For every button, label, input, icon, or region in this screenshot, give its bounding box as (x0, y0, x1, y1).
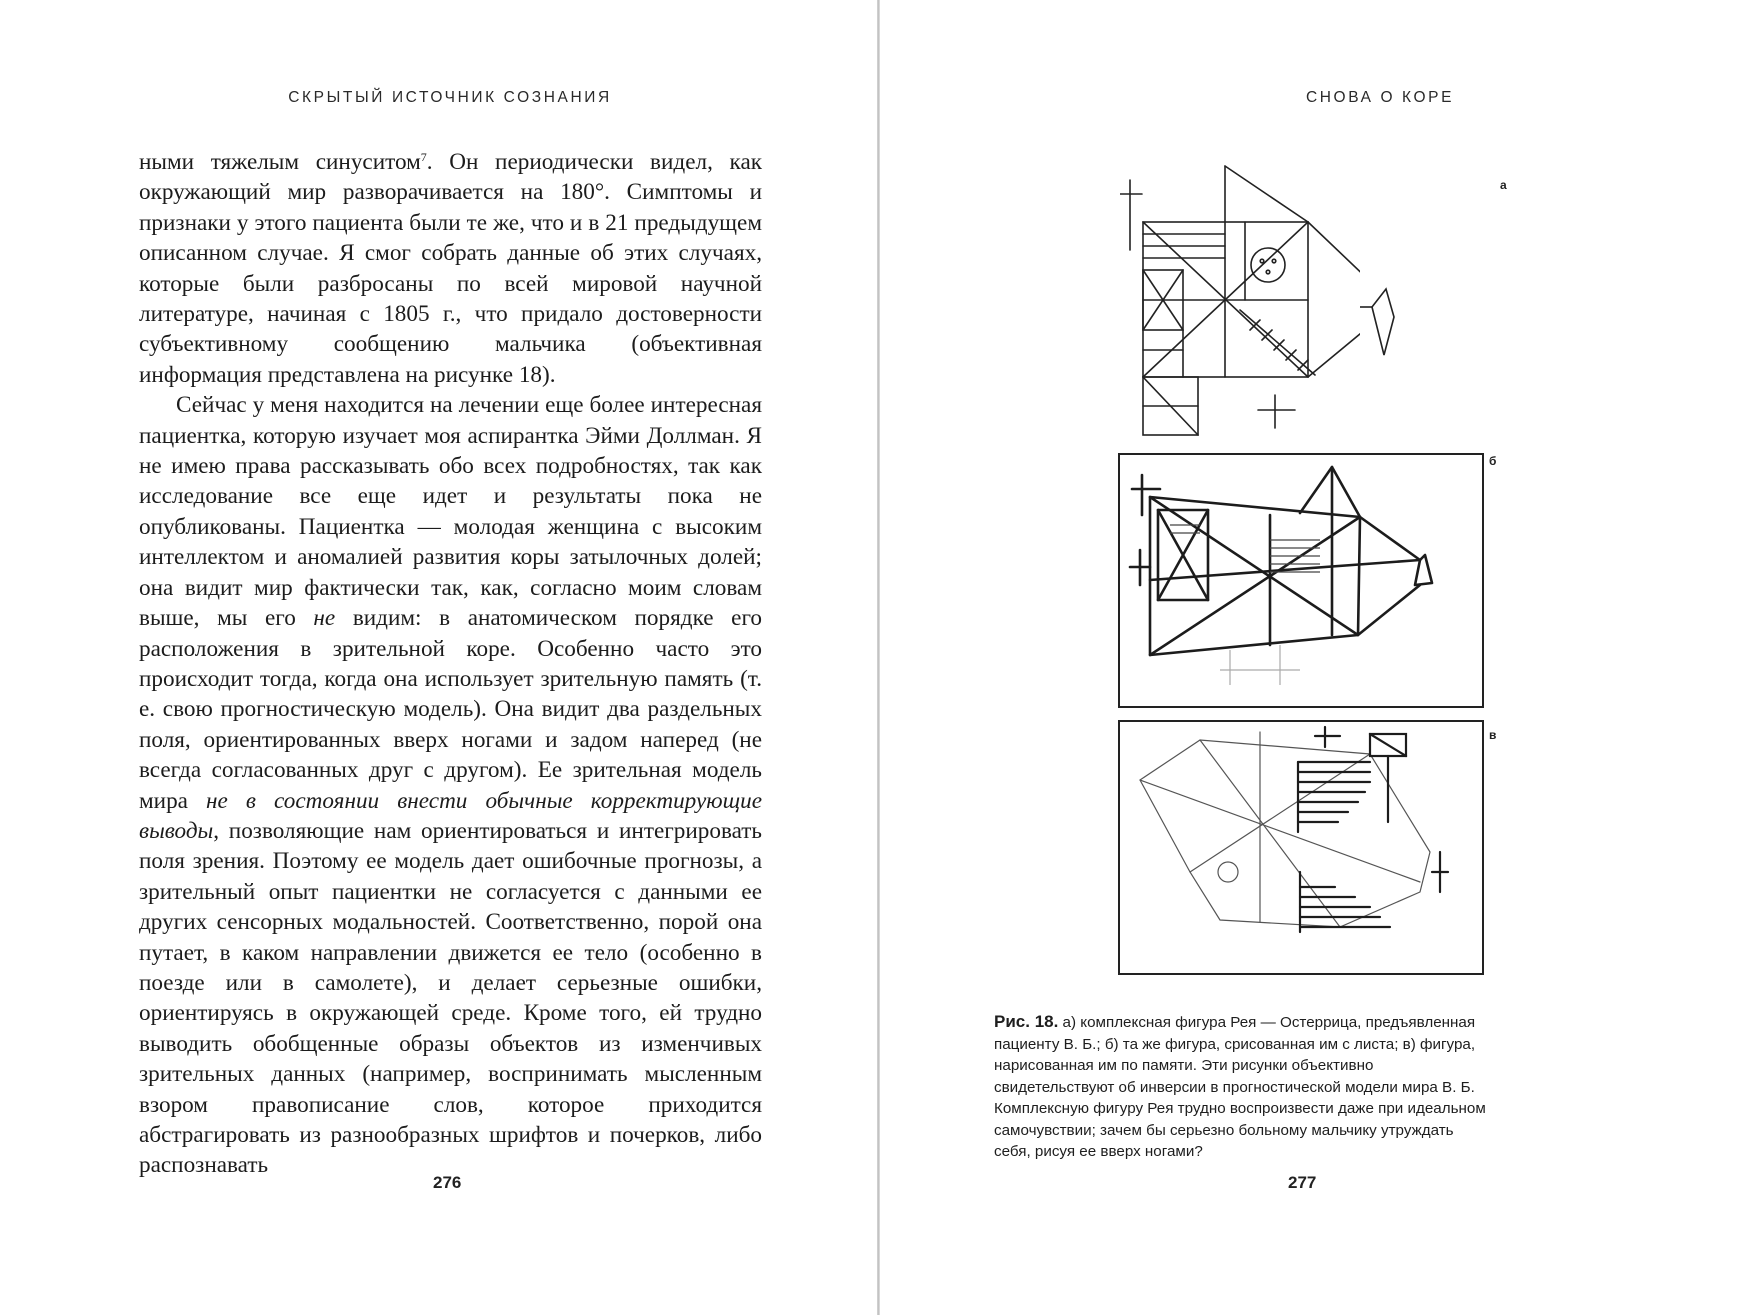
page-number-left: 276 (433, 1173, 462, 1192)
figure-c-memory-drawing (1120, 722, 1482, 973)
footnote-ref[interactable]: 7 (420, 150, 427, 164)
paragraph-1 (139, 147, 762, 390)
paragraph-2-part-2: видим: в анатомическом порядке его расположения в зрительной коре. Особенно часто это происходит тогда, когда она использует зрительную память (т. е. свою прогностическую модель). Она видит два раздельных поля, ориентированных вверх ногами и задом наперед (не всегда согласованных друг с другом). Ее зрительная модель мира (139, 605, 762, 814)
figure-label-a: а (1500, 178, 1507, 192)
paragraph-1-part-2: . Он периодически видел, как окружающий мир разворачивается на 180°. Симптомы и признаки у этого пациента были те же, что и в 21 предыдущем описанном случае. Я смог собрать данные об этих случаях, которые были разбросаны по всей мировой научной литературе, начиная с 1805 г., что придало достоверности субъективному сообщению мальчика (объективная информация представлена на рисунке 18). (139, 149, 762, 388)
paragraph-2-part-3: , позволяющие нам ориентироваться и интегрировать поля зрения. Поэтому ее модель дает ошибочные прогнозы, а зрительный опыт пациентки не согласуется с данными ее других сенсорных модальностей. Соответственно, порой она путает, в каком направлении движется ее тело (особенно в поезде или в самолете), и делает серьезные ошибки, ориентируясь в окружающей среде. Кроме того, ей трудно выводить обобщенные образы объектов из изменчивых зрительных данных (например, воспринимать мысленным взором правописание слов, которое приходится абстрагировать из разнообразных шрифтов и почерков, либо распознавать (139, 817, 762, 1179)
caption-title: Рис. 18. (994, 1012, 1059, 1031)
figure-caption (994, 1011, 1494, 1163)
caption-text: а) комплексная фигура Рея — Остеррица, предъявленная пациенту В. Б.; б) та же фигура, срисованная им с листа; в) фигура, нарисованная им по памяти. Эти рисунки объективно свидетельствуют об инверсии в прогностической модели мира В. Б. Комплексную фигуру Рея трудно воспроизвести даже при идеальном самочувствии; зачем бы серьезно больному мальчику утруждать себя, рисуя ее вверх ногами? (994, 1014, 1486, 1160)
figure-label-c: в (1489, 728, 1497, 742)
figure-b-copy-drawing (1120, 455, 1482, 706)
right-page (880, 0, 1755, 1315)
running-head-right: СНОВА О КОРЕ (1305, 89, 1455, 106)
paragraph-2 (139, 390, 762, 1181)
figure-label-b: б (1489, 454, 1497, 468)
paragraph-2-emphasis-1: не (313, 605, 336, 632)
figure-c-memory-box (1118, 720, 1484, 975)
paragraph-2-emphasis-2: не в состоянии внести обычные корректирующие выводы (139, 787, 762, 844)
paragraph-1-part-1: ными тяжелым синуситом (139, 149, 421, 175)
figure-a-rey-complex-figure (1120, 160, 1360, 445)
figure-a-diamond (1360, 275, 1400, 375)
paragraph-2-part-1: Сейчас у меня находится на лечении еще более интересная пациентка, которую изучает моя аспирантка Эйми Доллман. Я не имею права рассказывать обо всех подробностях, так как исследование все еще идет и результаты пока не опубликованы. Пациентка — молодая женщина с высоким интеллектом и аномалией развития коры затылочных долей; она видит мир фактически так, как, согласно моим словам выше, мы его (139, 392, 762, 632)
body-text (139, 147, 762, 1181)
running-head-left: СКРЫТЫЙ ИСТОЧНИК СОЗНАНИЯ (288, 89, 612, 106)
figure-b-copy-box (1118, 453, 1484, 708)
page-number-right: 277 (1288, 1173, 1317, 1192)
